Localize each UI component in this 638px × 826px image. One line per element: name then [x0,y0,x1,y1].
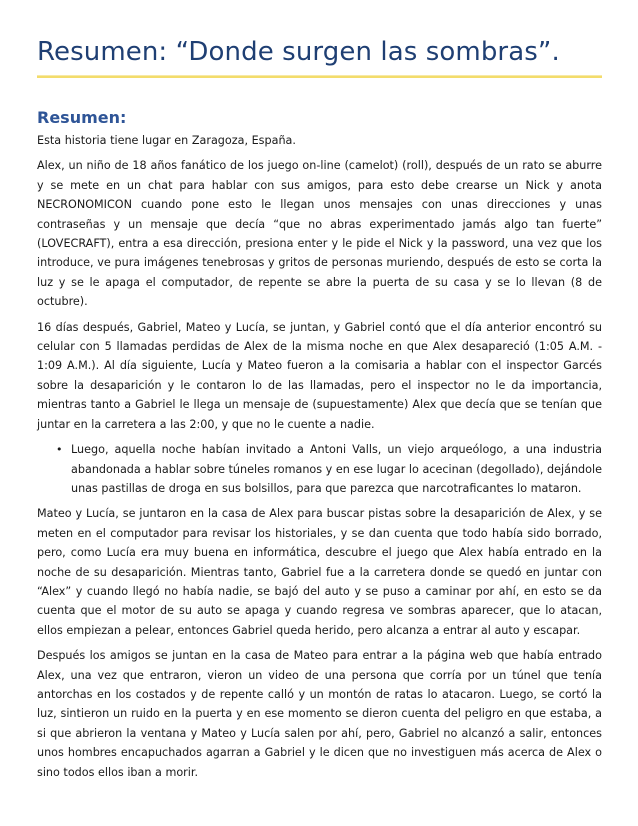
title-underline-divider [37,75,602,78]
paragraph-setting: Esta historia tiene lugar en Zaragoza, España. [37,134,296,147]
section-heading: Resumen: [37,108,127,127]
document-title: Resumen: “Donde surgen las sombras”. [37,37,560,67]
paragraph-friends-meet: 16 días después, Gabriel, Mateo y Lucía, se juntan, y Gabriel contó que el día anterior encontró su celular con 5 llamadas perdidas de Alex de la misma noche en que Alex desapareció (1:05 A.M. - 1:09 A.M.). Al día siguiente, Lucía y Mateo fueron a la comisaria a hablar con el inspector Garcés sobre la desaparición y le contaron lo de las llamadas, pero el inspector no le da importancia, mientras tanto a Gabriel le llega un mensaje de (supuestamente) Alex que decía que se tenían que juntar en la carretera a las 2:00, y que no le cuente a nadie. [37,320,602,431]
paragraph-investigation: Mateo y Lucía, se juntaron en la casa de Alex para buscar pistas sobre la desaparición de Alex, y se meten en el computador para revisar los historiales, y se dan cuenta que todo había sido borrado, pero, como Lucía era muy buena en informática, descubre el juego que Alex había entrado en la noche de su desaparición. Mientras tanto, Gabriel fue a la carretera donde se quedó en juntar con “Alex” y cuando llegó no había nadie, se bajó del auto y se puso a caminar por ahí, en esto se da cuenta que el motor de su auto se apaga y cuando regresa ve sombras aparecer, que lo atacan, ellos empiezan a pelear, entonces Gabriel queda herido, pero alcanza a entrar al auto y escapar. [37,507,602,637]
list-item-text: Luego, aquella noche habían invitado a Antoni Valls, un viejo arqueólogo, a una industria abandonada a hablar sobre túneles romanos y en ese lugar lo acecinan (degollado), dejándole unas pastillas de droga en sus bolsillos, para que parezca que narcotraficantes lo mataron. [71,443,602,495]
paragraph-alex-chat: Alex, un niño de 18 años fanático de los juego on-line (camelot) (roll), después de un rato se aburre y se mete en un chat para hablar con sus amigos, para esto debe crearse un Nick y anota NECRONOMICON cuando pone esto le llegan unos mensajes con unas direcciones y unas contraseñas y un mensaje que decía “que no abras experimentado jamás algo tan fuerte” (LOVECRAFT), entra a esa dirección, presiona enter y le pide el Nick y la password, una vez que los introduce, ve pura imágenes tenebrosas y gritos de personas muriendo, después de esto se corta la luz y se le apaga el computador, de repente se abre la puerta de su casa y se lo llevan (8 de octubre). [37,159,602,309]
bullet-list [37,440,602,498]
bullet-icon: • [56,443,63,457]
list-item [56,440,602,498]
paragraph-website-video: Después los amigos se juntan en la casa de Mateo para entrar a la página web que había entrado Alex, una vez que entraron, vieron un video de una persona que corría por un túnel que tenía antorchas en los costados y de repente calló y un montón de ratas lo atacaron. Luego, se cortó la luz, sintieron un ruido en la puerta y en ese momento se dieron cuenta del peligro en que estaba, a si que abrieron la ventana y Mateo y Lucía salen por ahí, pero, Gabriel no alcanzó a salir, entonces unos hombres encapuchados agarran a Gabriel y le dicen que no investiguen más acerca de Alex o sino todos ellos iban a morir. [37,649,602,779]
